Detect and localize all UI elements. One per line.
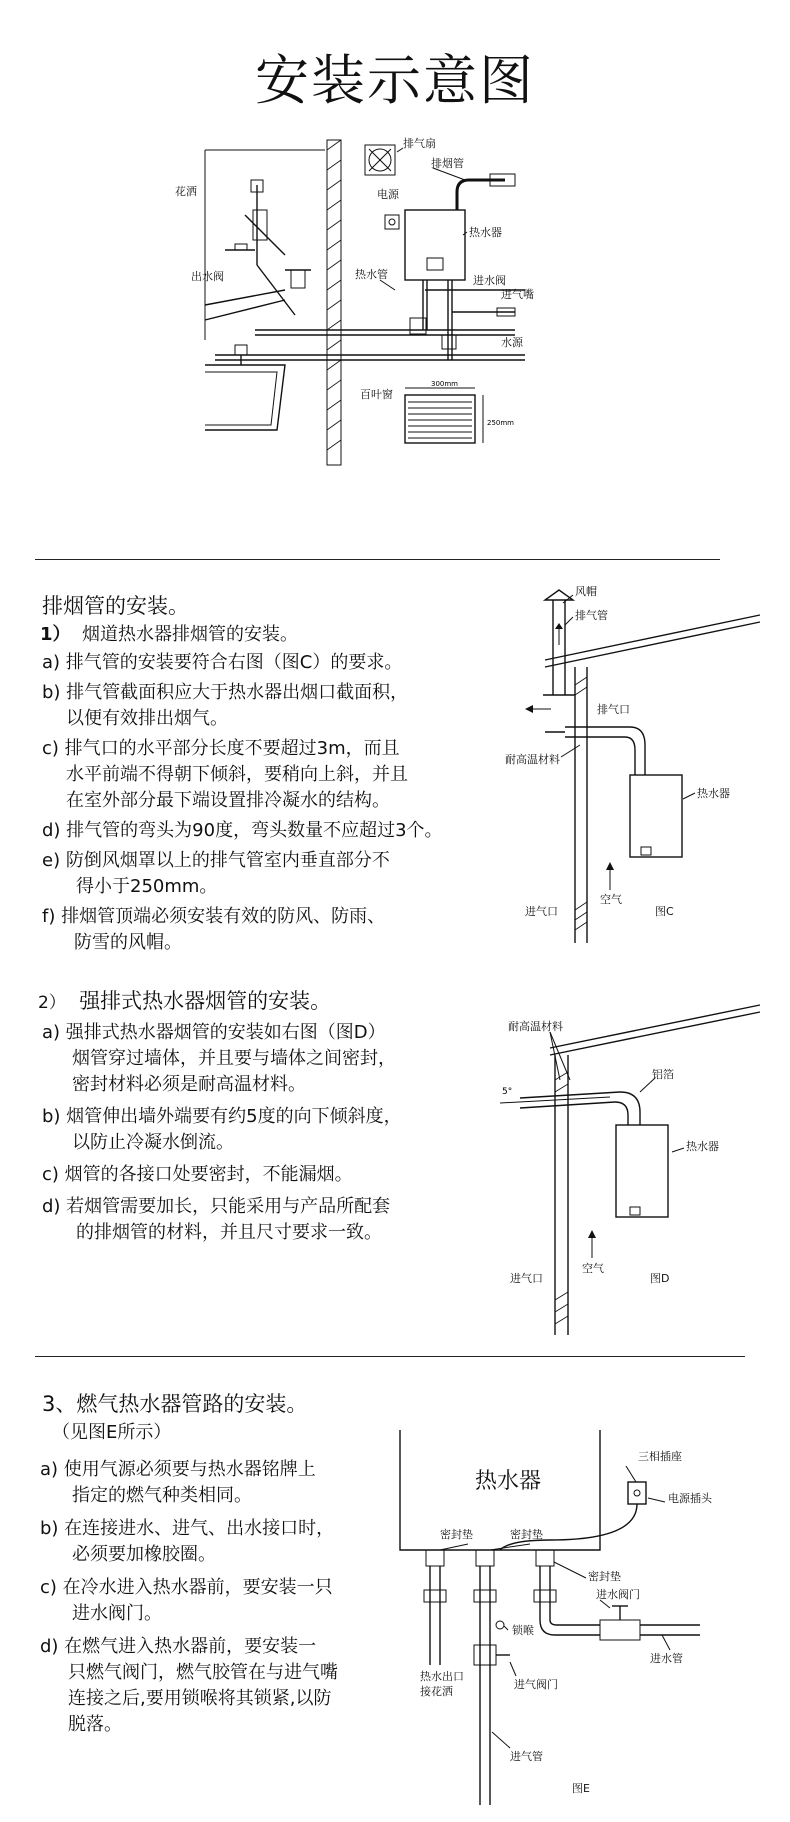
section1-line-b2: 以便有效排出烟气。 — [66, 708, 228, 729]
d-label-fig: 图D — [650, 1272, 670, 1285]
section2-line-d2: 的排烟管的材料，并且尺寸要求一致。 — [76, 1222, 382, 1243]
section3-line-d3: 连接之后,要用锁喉将其锁紧,以防 — [68, 1688, 332, 1709]
e-label-gasket-3: 密封垫 — [588, 1570, 621, 1583]
label-flue-pipe: 排烟管 — [431, 157, 464, 170]
e-label-gasket-2: 密封垫 — [510, 1528, 543, 1541]
section1-sub-num: 1） — [40, 624, 71, 645]
pipe-diagram-e — [400, 1430, 780, 1810]
d-label-water-heater: 热水器 — [686, 1140, 719, 1153]
section3-line-c1: c) 在冷水进入热水器前，要安装一只 — [40, 1577, 333, 1598]
section3-line-b1: b) 在连接进水、进气、出水接口时， — [40, 1518, 335, 1539]
d-label-air: 空气 — [582, 1262, 604, 1275]
c-label-water-heater: 热水器 — [697, 787, 730, 800]
installation-overview-diagram — [175, 137, 585, 470]
section1-line-d: d) 排气管的弯头为90度，弯头数量不应超过3个。 — [42, 820, 443, 841]
section2-line-a1: a) 强排式热水器烟管的安装如右图（图D） — [42, 1022, 386, 1043]
e-label-gas-valve: 进气阀门 — [514, 1678, 558, 1691]
section2-line-d1: d) 若烟管需要加长，只能采用与产品所配套 — [42, 1196, 391, 1217]
c-label-heat-resistant: 耐高温材料 — [505, 753, 560, 766]
e-label-inlet-pipe: 进水管 — [650, 1652, 683, 1665]
e-label-water-heater: 热水器 — [475, 1469, 542, 1494]
label-power: 电源 — [377, 188, 399, 201]
divider — [35, 559, 720, 560]
d-label-heat-resistant: 耐高温材料 — [508, 1020, 563, 1033]
d-label-angle: 5° — [502, 1087, 513, 1097]
label-water-heater: 热水器 — [469, 226, 502, 239]
c-label-wind-cap: 风帽 — [575, 585, 597, 598]
label-inlet-valve: 进水阀 — [473, 274, 506, 287]
section3-heading: 3、燃气热水器管路的安装。 — [42, 1392, 308, 1416]
label-outlet-valve: 出水阀 — [191, 270, 224, 283]
d-label-inlet-port: 进气口 — [510, 1272, 543, 1285]
c-label-fig: 图C — [655, 905, 674, 918]
label-louver: 百叶窗 — [360, 388, 393, 401]
flue-diagram-c — [505, 585, 775, 950]
section2-heading — [38, 985, 331, 1015]
e-label-lock: 锁喉 — [512, 1624, 534, 1637]
section3-line-a1: a) 使用气源必须要与热水器铭牌上 — [40, 1459, 316, 1480]
section2-line-a2: 烟管穿过墙体，并且要与墙体之间密封， — [72, 1048, 396, 1069]
label-shower: 花洒 — [175, 185, 197, 198]
e-label-gasket-1: 密封垫 — [440, 1528, 473, 1541]
section3-line-b2: 必须要加橡胶圈。 — [72, 1544, 216, 1565]
section1-line-c2: 水平前端不得朝下倾斜，要稍向上斜，并且 — [66, 764, 408, 785]
e-label-inlet-valve: 进水阀门 — [596, 1588, 640, 1601]
divider — [35, 1356, 745, 1357]
section1-line-e1: e) 防倒风烟罩以上的排气管室内垂直部分不 — [42, 850, 390, 871]
section2-heading-text: 强排式热水器烟管的安装。 — [79, 989, 332, 1013]
e-label-hot-outlet-1: 热水出口 — [420, 1670, 464, 1683]
flue-diagram-d — [500, 1000, 775, 1345]
section1-line-e2: 得小于250mm。 — [76, 876, 218, 897]
section1-line-f2: 防雪的风帽。 — [74, 932, 182, 953]
label-water-source: 水源 — [501, 336, 523, 349]
section3-line-c2: 进水阀门。 — [72, 1603, 162, 1624]
e-label-fig: 图E — [572, 1782, 590, 1795]
section2-line-b1: b) 烟管伸出墙外端要有约5度的向下倾斜度， — [42, 1106, 402, 1127]
section3-line-d2: 只燃气阀门，燃气胶管在与进气嘴 — [68, 1662, 338, 1683]
label-hot-water-pipe: 热水管 — [355, 268, 388, 281]
section2-heading-num: 2） — [38, 993, 66, 1013]
section1-line-c1: c) 排气口的水平部分长度不要超过3m，而且 — [42, 738, 400, 759]
e-label-hot-outlet-2: 接花洒 — [420, 1685, 453, 1698]
section3-line-d1: d) 在燃气进入热水器前，要安装一 — [40, 1636, 317, 1657]
label-gas-inlet: 进气嘴 — [501, 288, 534, 301]
section3-line-d4: 脱落。 — [68, 1714, 122, 1735]
page-title: 安装示意图 — [255, 49, 535, 112]
section3-line-a2: 指定的燃气种类相同。 — [72, 1485, 252, 1506]
e-label-socket: 三相插座 — [638, 1450, 682, 1463]
c-label-air: 空气 — [600, 893, 622, 906]
e-label-gas-pipe: 进气管 — [510, 1750, 543, 1763]
label-width-dim: 300mm — [431, 380, 458, 388]
label-exhaust-fan: 排气扇 — [403, 137, 436, 150]
c-label-exhaust-port: 排气口 — [597, 703, 630, 716]
section1-line-b1: b) 排气管截面积应大于热水器出烟口截面积， — [42, 682, 409, 703]
c-label-exhaust-pipe: 排气管 — [575, 609, 608, 622]
label-height-dim: 250mm — [487, 419, 514, 427]
section2-line-b2: 以防止冷凝水倒流。 — [72, 1132, 234, 1153]
d-label-foil: 铝箔 — [652, 1068, 674, 1081]
section1-line-f1: f) 排烟管顶端必须安装有效的防风、防雨、 — [42, 906, 386, 927]
section2-line-c: c) 烟管的各接口处要密封，不能漏烟。 — [42, 1164, 353, 1185]
e-label-plug: 电源插头 — [668, 1492, 712, 1505]
section1-sub-text: 烟道热水器排烟管的安装。 — [81, 624, 298, 645]
section2-line-a3: 密封材料必须是耐高温材料。 — [72, 1074, 306, 1095]
section3-sub: （见图E所示） — [52, 1422, 172, 1443]
section1-heading: 排烟管的安装。 — [42, 594, 189, 618]
c-label-inlet-port: 进气口 — [525, 905, 558, 918]
section1-line-a: a) 排气管的安装要符合右图（图C）的要求。 — [42, 652, 403, 673]
section1-line-c3: 在室外部分最下端设置排冷凝水的结构。 — [66, 790, 390, 811]
section1-subheading — [40, 622, 298, 648]
